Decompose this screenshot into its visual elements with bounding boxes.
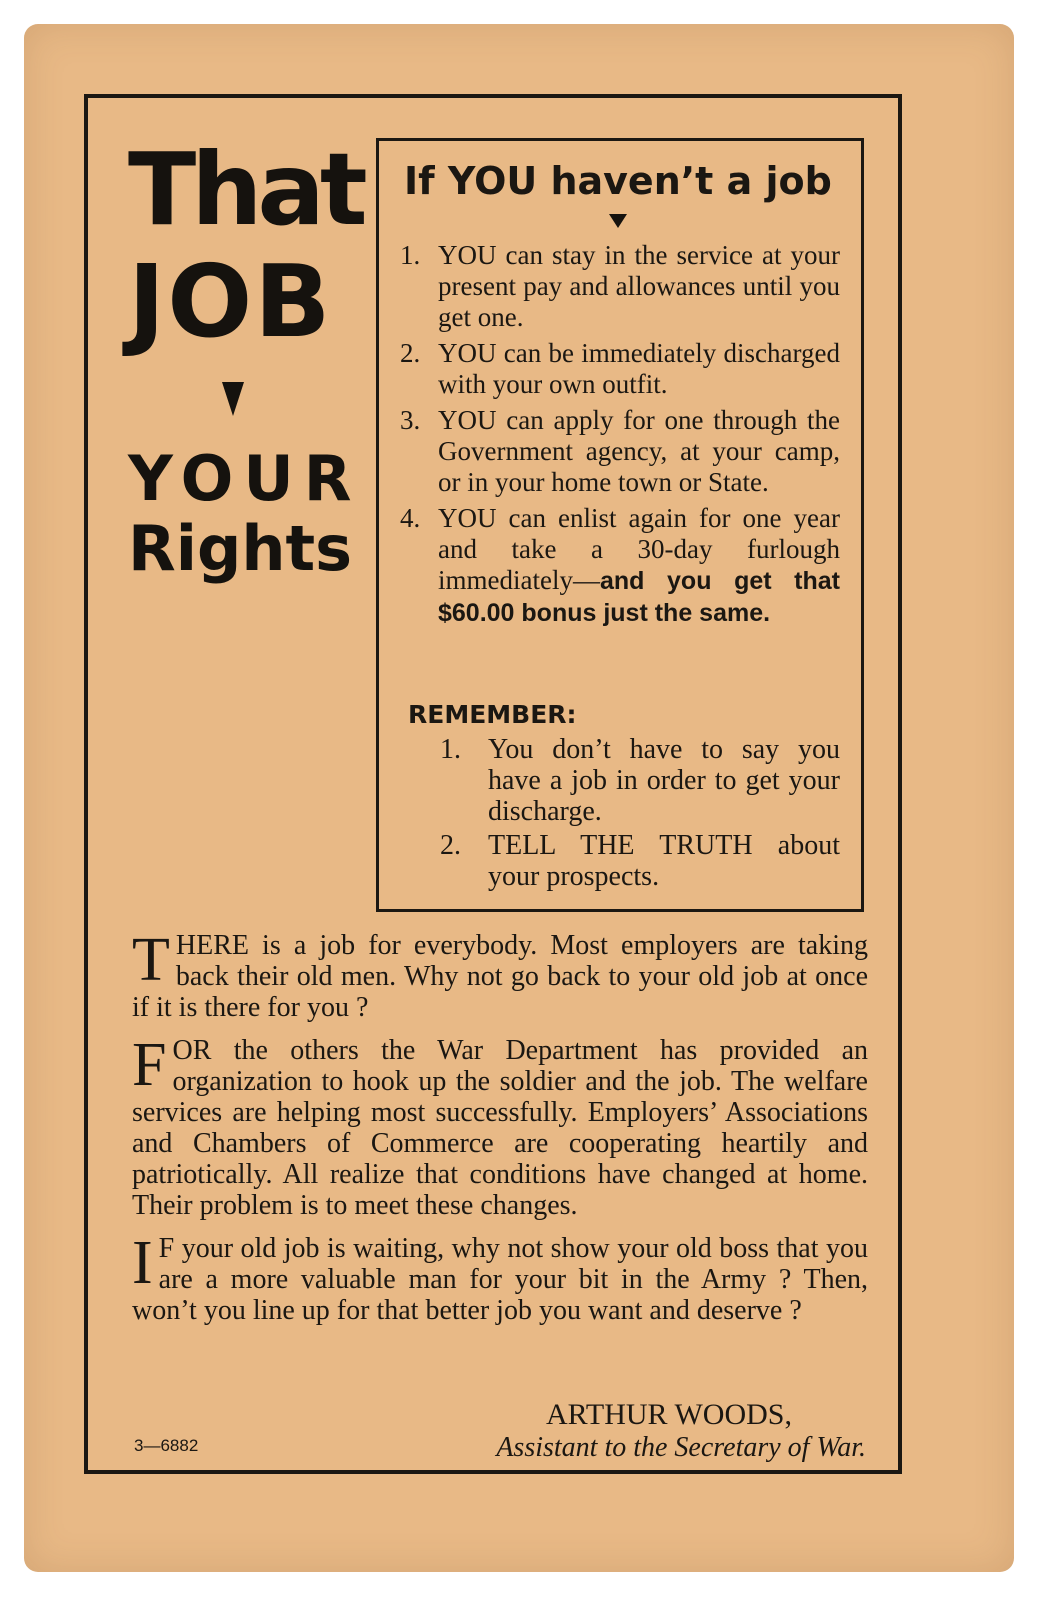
list-item-number: 1. (440, 734, 461, 765)
list-item (400, 338, 840, 400)
list-item (400, 405, 840, 498)
list-item (400, 240, 840, 333)
headline-that: That (128, 131, 363, 248)
remember-list (440, 734, 840, 895)
down-arrow-icon (609, 214, 627, 228)
list-item-number: 4. (400, 503, 421, 533)
headline-your: YOUR (128, 442, 362, 515)
bonus-emphasis: and you get that $60.00 bonus just the same. (438, 567, 840, 627)
list-item-number: 3. (400, 405, 421, 435)
list-item-text: YOU can stay in the service at your present pay and allowances until you get one. (438, 240, 840, 332)
list-item (440, 734, 840, 827)
list-item-number: 2. (440, 830, 461, 861)
rights-list (400, 240, 840, 634)
list-item (400, 503, 840, 629)
signature-block (410, 1398, 866, 1464)
signature-title: Assistant to the Secretary of War. (496, 1432, 866, 1463)
paragraph-text: F your old job is waiting, why not show your old boss that you are a more valuable man for your bit in the Army ? Then, won’t you line up for that better job you want and deserve ? (132, 1233, 868, 1326)
drop-cap: F (132, 1031, 167, 1099)
list-item-number: 2. (400, 338, 421, 368)
list-item-text: YOU can apply for one through the Government agency, at your camp, or in your home town or State. (438, 405, 840, 497)
paragraph (132, 926, 868, 1023)
drop-cap: T (132, 926, 170, 994)
form-code: 3—6882 (134, 1436, 199, 1455)
remember-label: REMEMBER: (408, 700, 577, 729)
list-item-text: TELL THE TRUTH about your prospects. (488, 830, 840, 892)
list-item (440, 830, 840, 892)
paragraph-text: OR the others the War Department has provided an organization to hook up the soldier and the job. The welfare services are helping most successfully. Employers’ Associations and Chambers of Commerce are cooperating heartily and patriotically. All realize that conditions have changed at home. Their problem is to meet these changes. (132, 1035, 868, 1221)
headline-job: JOB (128, 243, 333, 360)
drop-cap: I (132, 1229, 153, 1297)
list-item-text: You don’t have to say you have a job in order to get your discharge. (488, 734, 840, 827)
headline-rights: Rights (128, 512, 353, 585)
down-arrow-icon (222, 382, 244, 416)
body-text (132, 926, 868, 1338)
list-item-text: YOU can be immediately discharged with your own outfit. (438, 338, 840, 399)
list-item-number: 1. (400, 240, 421, 270)
signature-name: ARTHUR WOODS, (546, 1398, 792, 1431)
paragraph (132, 1031, 868, 1221)
paragraph (132, 1229, 868, 1326)
panel-title: If YOU haven’t a job (404, 159, 832, 203)
list-item-text: YOU can enlist again for one year and take a 30-day furlough immediately— (438, 503, 840, 595)
paragraph-text: HERE is a job for everybody. Most employers are taking back their old men. Why not go back to your old job at once if it is there for you ? (132, 930, 868, 1023)
